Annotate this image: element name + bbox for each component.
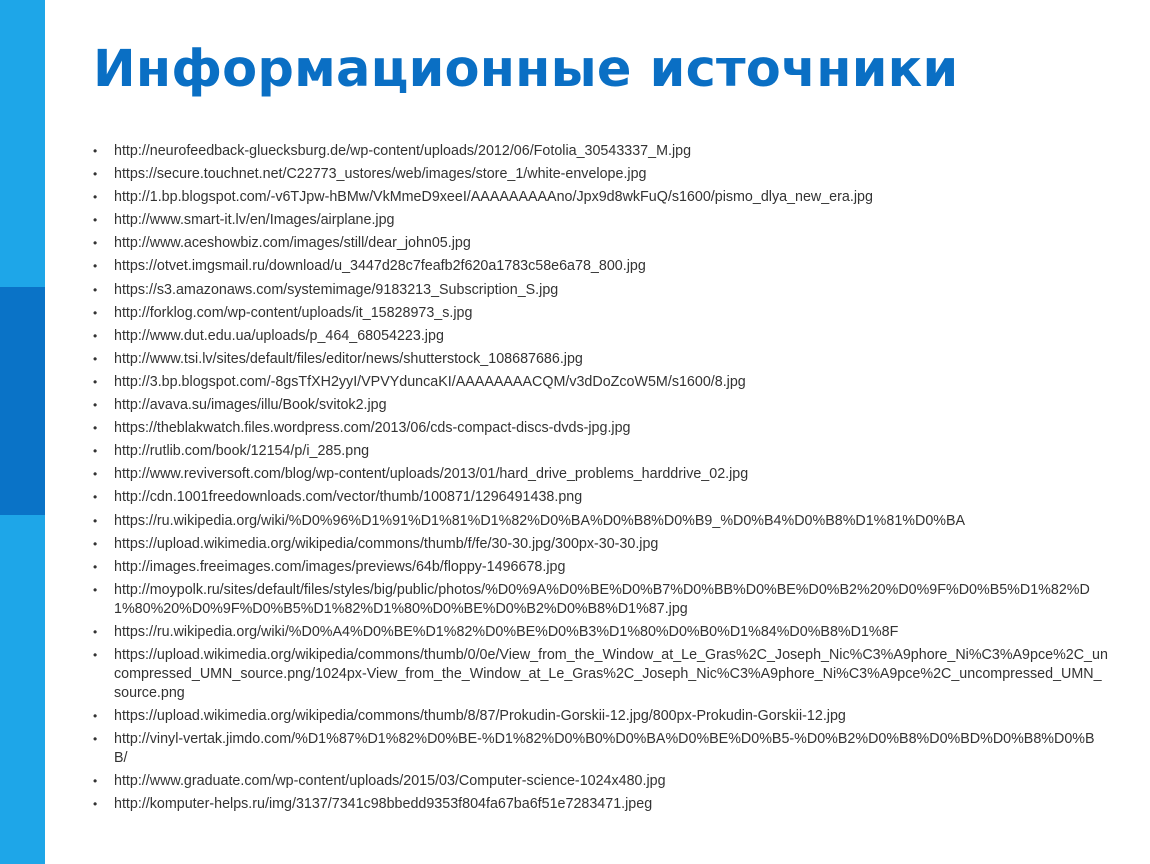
bullet-icon: • [93, 467, 98, 482]
bullet-icon: • [93, 444, 98, 459]
source-item [93, 188, 1108, 207]
source-url[interactable]: https://upload.wikimedia.org/wikipedia/commons/thumb/0/0e/View_from_the_Window_at_Le_Gras%2C_Joseph_Nic%C3%A9phore_Ni%C3%A9pce%2C_uncompressed_UMN_source.png/1024px-View_from_the_Window_at_Le_Gras%2C_Joseph_Nic%C3%A9phore_Ni%C3%A9pce%2C_uncompressed_UMN_source.png [114, 646, 1108, 701]
bullet-icon: • [93, 305, 98, 320]
source-url[interactable]: https://theblakwatch.files.wordpress.com/2013/06/cds-compact-discs-dvds-jpg.jpg [114, 420, 631, 437]
bullet-icon: • [93, 351, 98, 366]
bullet-icon: • [93, 421, 98, 436]
source-item [93, 257, 1108, 276]
source-item [93, 142, 1108, 161]
source-item [93, 281, 1108, 300]
source-url[interactable]: http://cdn.1001freedownloads.com/vector/thumb/100871/1296491438.png [114, 489, 583, 506]
bullet-icon: • [93, 374, 98, 389]
source-url[interactable]: http://neurofeedback-gluecksburg.de/wp-content/uploads/2012/06/Fotolia_30543337_M.jpg [114, 143, 692, 159]
sources-list [93, 142, 1108, 818]
bullet-icon: • [93, 167, 98, 182]
source-url[interactable]: http://images.freeimages.com/images/previews/64b/floppy-1496678.jpg [114, 558, 566, 575]
source-item [93, 581, 1108, 619]
source-url[interactable]: http://www.graduate.com/wp-content/uploads/2015/03/Computer-science-1024x480.jpg [114, 773, 666, 790]
source-item [93, 327, 1108, 346]
source-item [93, 558, 1108, 577]
bullet-icon: • [93, 328, 98, 343]
source-item [93, 419, 1108, 438]
source-url[interactable]: http://vinyl-vertak.jimdo.com/%D1%87%D1%82%D0%BE-%D1%82%D0%B0%D0%BA%D0%BE%D0%B5-%D0%B2%D0%B8%D0%BD%D0%B8%D0%BB/ [114, 731, 1095, 767]
bullet-icon: • [93, 559, 98, 574]
source-url[interactable]: https://upload.wikimedia.org/wikipedia/commons/thumb/f/fe/30-30.jpg/300px-30-30.jpg [114, 535, 659, 552]
bullet-icon: • [93, 732, 98, 747]
source-url[interactable]: http://1.bp.blogspot.com/-v6TJpw-hBMw/VkMmeD9xeeI/AAAAAAAAAno/Jpx9d8wkFuQ/s1600/pismo_dlya_new_era.jpg [114, 189, 873, 206]
source-url[interactable]: http://forklog.com/wp-content/uploads/it_15828973_s.jpg [114, 304, 473, 321]
source-url[interactable]: http://www.dut.edu.ua/uploads/p_464_68054223.jpg [114, 327, 444, 344]
bullet-icon: • [93, 144, 98, 158]
source-item [93, 396, 1108, 415]
source-url[interactable]: https://upload.wikimedia.org/wikipedia/commons/thumb/8/87/Prokudin-Gorskii-12.jpg/800px-Prokudin-Gorskii-12.jpg [114, 708, 846, 725]
bullet-icon: • [93, 190, 98, 205]
bullet-icon: • [93, 709, 98, 724]
slide-title: Информационные источники [93, 40, 959, 99]
source-item [93, 442, 1108, 461]
bullet-icon: • [93, 259, 98, 274]
source-url[interactable]: https://ru.wikipedia.org/wiki/%D0%96%D1%91%D1%81%D1%82%D0%BA%D0%B8%D0%B9_%D0%B4%D0%B8%D1%81%D0%BA [114, 512, 966, 529]
bullet-icon: • [93, 647, 98, 662]
source-item [93, 795, 1108, 814]
bullet-icon: • [93, 536, 98, 551]
bullet-icon: • [93, 398, 98, 413]
source-item [93, 465, 1108, 484]
source-url[interactable]: https://secure.touchnet.net/C22773_ustores/web/images/store_1/white-envelope.jpg [114, 166, 647, 183]
source-url[interactable]: https://s3.amazonaws.com/systemimage/9183213_Subscription_S.jpg [114, 281, 559, 298]
source-item [93, 512, 1108, 531]
sidebar-accent-block [0, 287, 45, 515]
source-url[interactable]: http://www.tsi.lv/sites/default/files/editor/news/shutterstock_108687686.jpg [114, 350, 583, 367]
source-item [93, 623, 1108, 642]
source-url[interactable]: https://ru.wikipedia.org/wiki/%D0%A4%D0%BE%D1%82%D0%BE%D0%B3%D1%80%D0%B0%D1%84%D0%B8%D1%8F [114, 623, 899, 640]
bullet-icon: • [93, 797, 98, 812]
bullet-icon: • [93, 513, 98, 528]
bullet-icon: • [93, 213, 98, 228]
source-item [93, 646, 1108, 703]
bullet-icon: • [93, 582, 98, 597]
source-item [93, 165, 1108, 184]
source-item [93, 772, 1108, 791]
source-item [93, 304, 1108, 323]
source-item [93, 373, 1108, 392]
source-item [93, 211, 1108, 230]
source-item [93, 488, 1108, 507]
source-url[interactable]: http://komputer-helps.ru/img/3137/7341c98bbedd9353f804fa67ba6f51e7283471.jpeg [114, 796, 653, 813]
source-url[interactable]: http://3.bp.blogspot.com/-8gsTfXH2yyI/VPVYduncaKI/AAAAAAAACQM/v3dDoZcoW5M/s1600/8.jpg [114, 373, 746, 390]
source-url[interactable]: http://rutlib.com/book/12154/p/i_285.png [114, 443, 370, 460]
source-url[interactable]: http://moypolk.ru/sites/default/files/styles/big/public/photos/%D0%9A%D0%BE%D0%B7%D0%BB%D0%BE%D0%B2%20%D0%9F%D0%B5%D1%82%D1%80%20%D0%9F%D0%B5%D1%82%D1%80%D0%BE%D0%B2%D0%B8%D1%87.jpg [114, 581, 1090, 617]
source-item [93, 350, 1108, 369]
source-item [93, 707, 1108, 726]
bullet-icon: • [93, 624, 98, 639]
source-url[interactable]: http://www.smart-it.lv/en/Images/airplane.jpg [114, 212, 395, 229]
bullet-icon: • [93, 282, 98, 297]
source-item [93, 730, 1108, 768]
source-url[interactable]: http://avava.su/images/illu/Book/svitok2.jpg [114, 397, 387, 414]
source-item [93, 535, 1108, 554]
bullet-icon: • [93, 774, 98, 789]
source-item [93, 234, 1108, 253]
source-url[interactable]: https://otvet.imgsmail.ru/download/u_3447d28c7feafb2f620a1783c58e6a78_800.jpg [114, 258, 646, 275]
source-url[interactable]: http://www.aceshowbiz.com/images/still/dear_john05.jpg [114, 235, 471, 252]
bullet-icon: • [93, 236, 98, 251]
source-url[interactable]: http://www.reviversoft.com/blog/wp-content/uploads/2013/01/hard_drive_problems_harddrive_02.jpg [114, 466, 749, 483]
bullet-icon: • [93, 490, 98, 505]
